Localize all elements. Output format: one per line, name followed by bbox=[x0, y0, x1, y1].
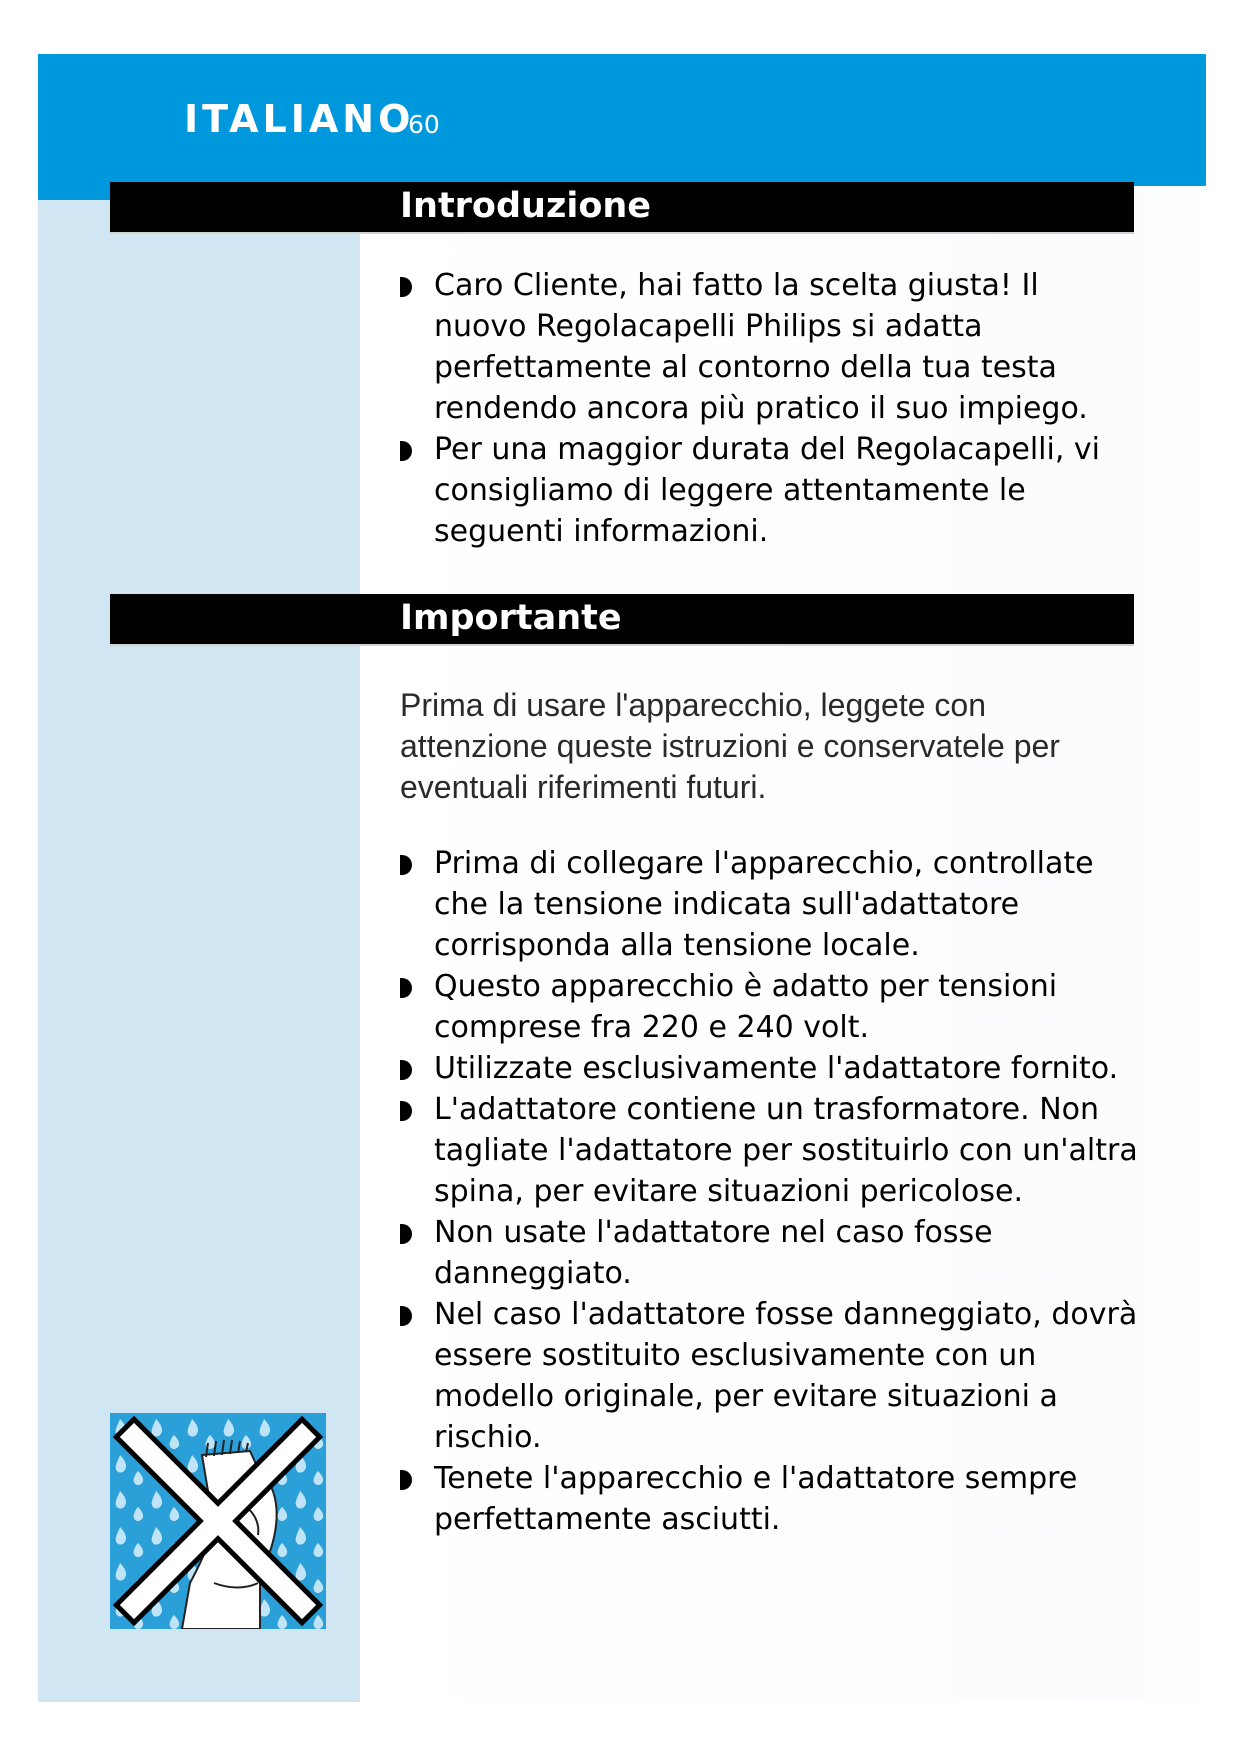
bullet-text: Non usate l'adattatore nel caso fosse danneggiato. bbox=[434, 1215, 993, 1291]
bullet-text: Caro Cliente, hai fatto la scelta giusta! Il nuovo Regolacapelli Philips si adatta perfettamente al contorno della tua testa rendendo ancora più pratico il suo impiego. bbox=[434, 268, 1088, 426]
half-circle-bullet-icon bbox=[400, 441, 412, 461]
half-circle-bullet-icon bbox=[400, 1306, 412, 1326]
list-item bbox=[400, 1294, 1140, 1458]
half-circle-bullet-icon bbox=[400, 1060, 412, 1080]
bullet-text: L'adattatore contiene un trasformatore. Non tagliate l'adattatore per sostituirlo con un'altra spina, per evitare situazioni pericolose. bbox=[434, 1092, 1138, 1209]
bullet-text: Utilizzate esclusivamente l'adattatore fornito. bbox=[434, 1051, 1119, 1086]
list-item bbox=[400, 1458, 1140, 1540]
picture-pointer bbox=[326, 1500, 358, 1548]
list-item bbox=[400, 1212, 1140, 1294]
half-circle-bullet-icon bbox=[400, 978, 412, 998]
section-bar-importante bbox=[110, 594, 1134, 644]
list-item bbox=[400, 1089, 1140, 1212]
list-item bbox=[400, 843, 1140, 966]
bullet-text: Nel caso l'adattatore fosse danneggiato, dovrà essere sostituito esclusivamente con un modello originale, per evitare situazioni a rischio. bbox=[434, 1297, 1138, 1455]
importante-intro-text: Prima di usare l'apparecchio, leggete con attenzione queste istruzioni e conservatele per eventuali riferimenti futuri. bbox=[400, 687, 1060, 805]
introduzione-bullet-list bbox=[400, 265, 1120, 552]
section-title-introduzione: Introduzione bbox=[400, 186, 652, 226]
half-circle-bullet-icon bbox=[400, 1101, 412, 1121]
bullet-text: Tenete l'apparecchio e l'adattatore sempre perfettamente asciutti. bbox=[434, 1461, 1078, 1537]
bullet-text: Prima di collegare l'apparecchio, controllate che la tensione indicata sull'adattatore corrisponda alla tensione locale. bbox=[434, 846, 1094, 963]
importante-bullet-list bbox=[400, 843, 1140, 1540]
section-title-importante: Importante bbox=[400, 598, 622, 638]
half-circle-bullet-icon bbox=[400, 277, 412, 297]
list-item bbox=[400, 265, 1120, 429]
bullet-text: Questo apparecchio è adatto per tensioni comprese fra 220 e 240 volt. bbox=[434, 969, 1058, 1045]
list-item bbox=[400, 429, 1120, 552]
half-circle-bullet-icon bbox=[400, 1470, 412, 1490]
list-item bbox=[400, 966, 1140, 1048]
no-water-warning-icon bbox=[110, 1413, 326, 1629]
section-bar-introduzione bbox=[110, 182, 1134, 232]
half-circle-bullet-icon bbox=[400, 1224, 412, 1244]
bullet-text: Per una maggior durata del Regolacapelli, vi consigliamo di leggere attentamente le seguenti informazioni. bbox=[434, 432, 1100, 549]
list-item bbox=[400, 1048, 1140, 1089]
half-circle-bullet-icon bbox=[400, 855, 412, 875]
language-title: ITALIANO bbox=[184, 97, 415, 141]
page-number: 60 bbox=[408, 110, 440, 139]
